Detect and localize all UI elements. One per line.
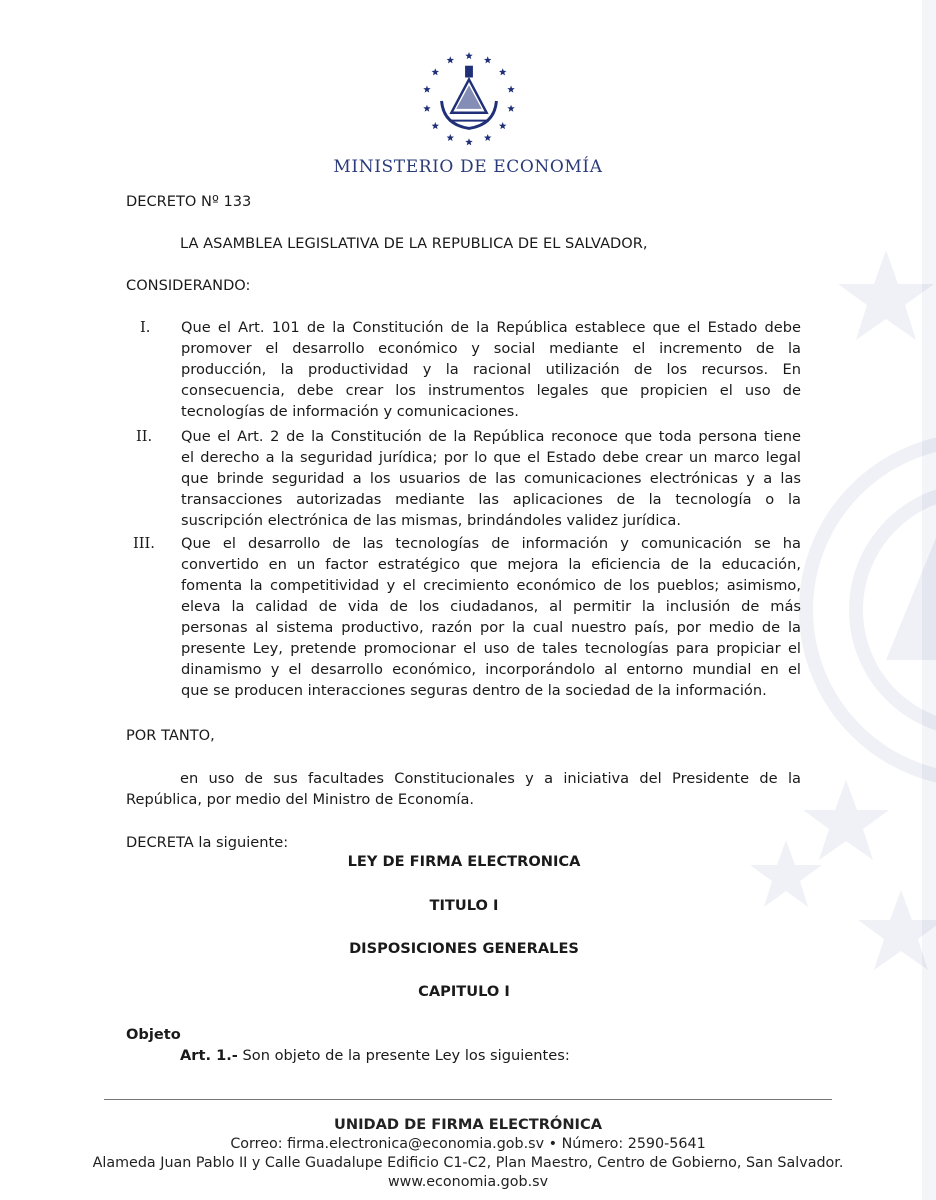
paragraph-line: el derecho a la seguridad jurídica; por lo que el Estado debe crear un marco legal: [181, 449, 801, 466]
paragraph-line: producción, la productividad y la racional utilización de los recursos. En: [181, 361, 801, 378]
ministry-name: MINISTERIO DE ECONOMÍA: [333, 157, 603, 177]
paragraph-line: dinamismo y el desarrollo económico, incorporándolo al entorno mundial en el: [181, 661, 801, 678]
paragraph-line: República, por medio del Ministro de Economía.: [126, 791, 475, 808]
seal-star-icon: [484, 56, 491, 63]
paragraph-line: en uso de sus facultades Constitucionales y a iniciativa del Presidente de la: [180, 770, 801, 787]
seal-star-icon: [499, 68, 506, 75]
seal-star-icon: [507, 105, 514, 112]
seal-star-icon: [423, 86, 430, 93]
paragraph-line: que brinde seguridad a los usuarios de las comunicaciones electrónicas y a las: [181, 470, 801, 487]
considerando-item-1: [181, 317, 801, 422]
item-numeral: I.: [140, 319, 151, 336]
paragraph-line: transacciones autorizadas mediante las aplicaciones de la tecnología o la: [181, 491, 801, 508]
paragraph-line: que se producen interacciones seguras dentro de la sociedad de la información.: [181, 682, 767, 699]
item-numeral: II.: [136, 428, 153, 445]
paragraph-line: personas al sistema productivo, razón por la cual nuestro país, por medio de la: [181, 619, 801, 636]
seal-star-icon: [423, 105, 430, 112]
titulo-heading: TITULO I: [429, 897, 499, 914]
por-tanto-heading: POR TANTO,: [126, 727, 215, 744]
article-label: Art. 1.-: [180, 1047, 238, 1064]
paragraph-line: promover el desarrollo económico y social mediante el incremento de la: [181, 340, 801, 357]
paragraph-line: convertido en un factor estratégico que mejora la eficiencia de la educación,: [181, 556, 801, 573]
assembly-heading: LA ASAMBLEA LEGISLATIVA DE LA REPUBLICA DE EL SALVADOR,: [180, 235, 648, 252]
item-numeral: III.: [133, 535, 155, 552]
paragraph-line: fomenta la competitividad y el crecimiento económico de los pueblos; asimismo,: [181, 577, 801, 594]
paragraph-line: Que el Art. 2 de la Constitución de la República reconoce que toda persona tiene: [181, 428, 801, 445]
objeto-heading: Objeto: [126, 1026, 181, 1043]
footer-divider: [104, 1099, 832, 1100]
uso-paragraph: [126, 768, 801, 810]
considerando-item-3: [181, 533, 801, 701]
paragraph-line: eleva la calidad de vida de los ciudadanos, al permitir la inclusión de más: [181, 598, 801, 615]
seal-star-icon: [432, 122, 439, 129]
law-title: LEY DE FIRMA ELECTRONICA: [347, 853, 581, 870]
seal-star-icon: [447, 134, 454, 141]
seal-star-icon: [447, 56, 454, 63]
paragraph-line: tecnologías de información y comunicaciones.: [181, 403, 519, 420]
considerando-heading: CONSIDERANDO:: [126, 277, 251, 294]
paragraph-line: presente Ley, pretende promocionar el uso de tales tecnologías para propiciar el: [181, 640, 801, 657]
disposiciones-heading: DISPOSICIONES GENERALES: [349, 940, 579, 957]
article-1-line: [180, 1045, 570, 1066]
footer-unit: UNIDAD DE FIRMA ELECTRÓNICA: [334, 1116, 602, 1133]
paragraph-line: Que el desarrollo de las tecnologías de información y comunicación se ha: [181, 535, 801, 552]
seal-star-icon: [484, 134, 491, 141]
footer-address: Alameda Juan Pablo II y Calle Guadalupe Edificio C1-C2, Plan Maestro, Centro de Gobierno, San Salvador.: [92, 1155, 844, 1171]
seal-star-icon: [465, 138, 472, 145]
paragraph-line: consecuencia, debe crear los instrumentos legales que propicien el uso de: [181, 382, 801, 399]
seal-star-icon: [432, 68, 439, 75]
decreta-line: DECRETA la siguiente:: [126, 834, 289, 851]
paragraph-line: suscripción electrónica de las mismas, brindándoles validez jurídica.: [181, 512, 682, 529]
article-text: Son objeto de la presente Ley los siguientes:: [237, 1047, 570, 1064]
el-salvador-coat-of-arms-icon: [420, 52, 518, 150]
capitulo-heading: CAPITULO I: [418, 983, 510, 1000]
seal-star-icon: [499, 122, 506, 129]
seal-star-icon: [507, 86, 514, 93]
footer-website: www.economia.gob.sv: [387, 1174, 549, 1190]
seal-star-icon: [465, 52, 472, 59]
considerando-item-2: [181, 426, 801, 531]
footer-contact: Correo: firma.electronica@economia.gob.sv • Número: 2590-5641: [230, 1136, 706, 1152]
decree-number: DECRETO Nº 133: [126, 193, 252, 210]
paragraph-line: Que el Art. 101 de la Constitución de la República establece que el Estado debe: [181, 319, 801, 336]
